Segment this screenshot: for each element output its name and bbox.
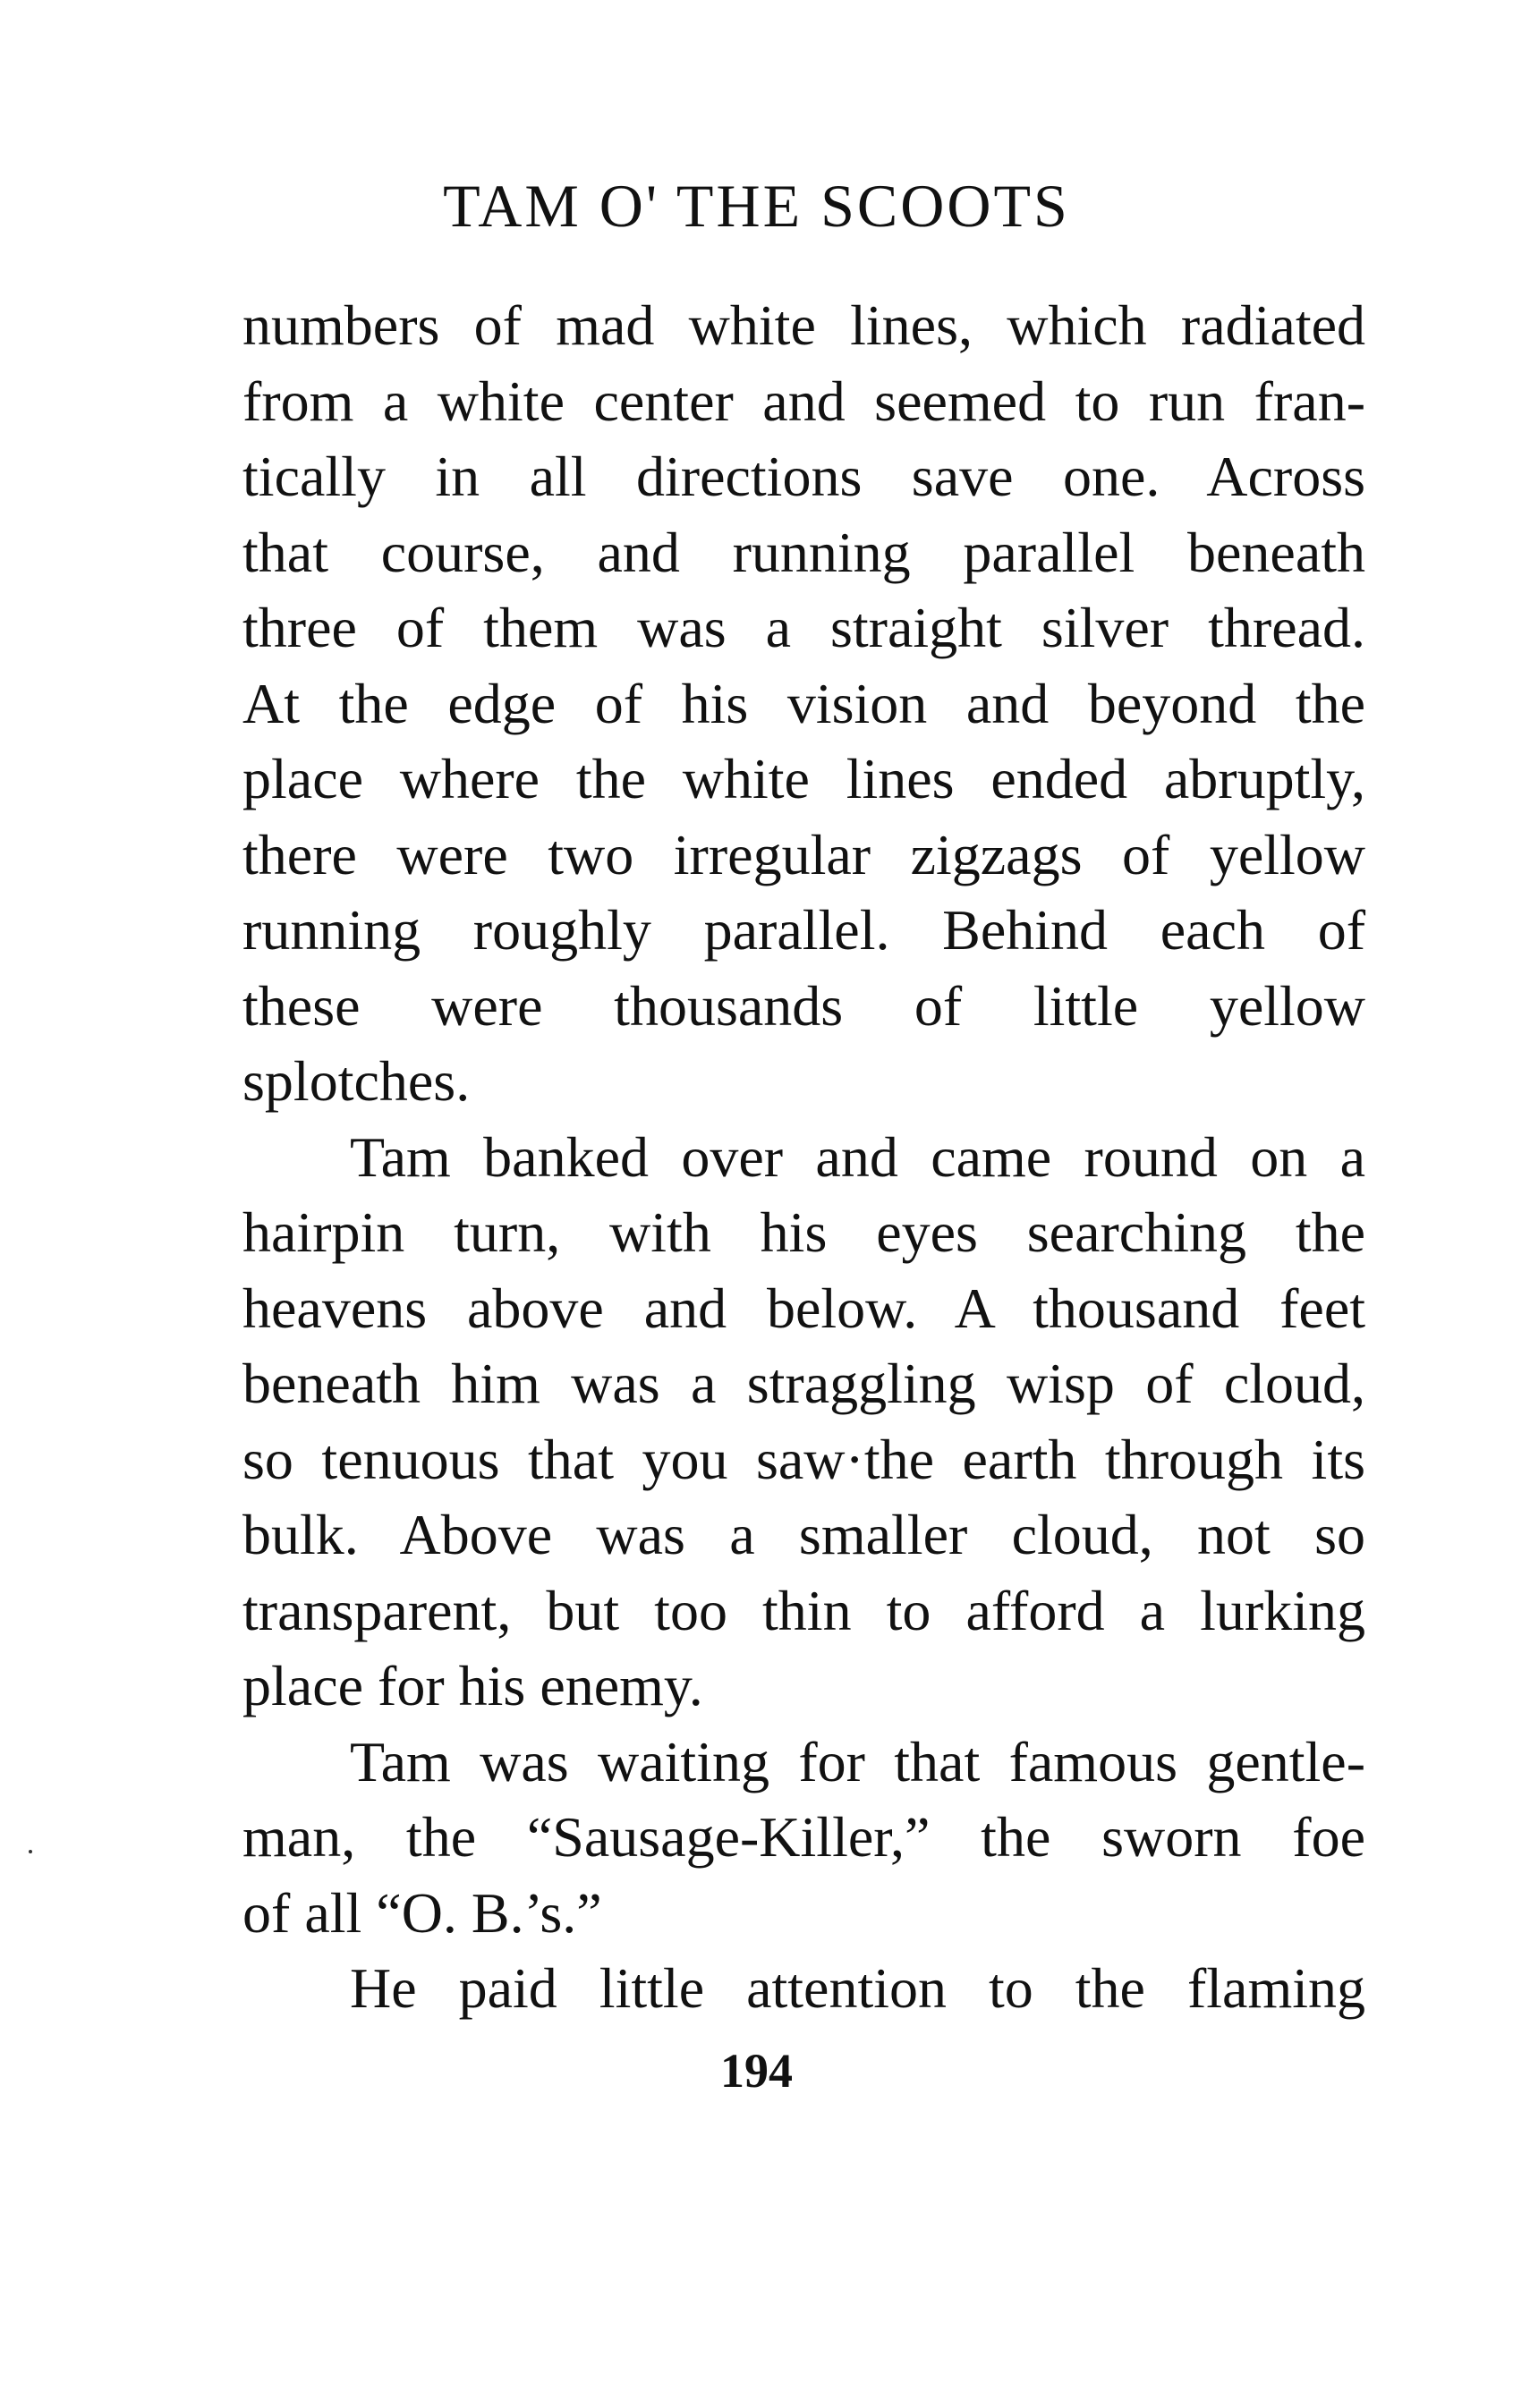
text-line: place for his enemy. <box>242 1654 703 1717</box>
text-line: Tam was waiting for that famous gentle- <box>350 1729 1365 1793</box>
text-line: bulk. Above was a smaller cloud, not so <box>242 1503 1365 1566</box>
scan-speck <box>29 1850 32 1853</box>
paragraph <box>242 1725 1365 1952</box>
paragraph <box>242 288 1365 1120</box>
text-line: there were two irregular zigzags of yellow <box>242 822 1365 886</box>
text-line: Tam banked over and came round on a <box>350 1124 1365 1189</box>
text-line: He paid little attention to the flaming <box>350 1956 1365 2020</box>
text-line: running roughly parallel. Behind each of <box>242 898 1365 962</box>
text-line: hairpin turn, with his eyes searching the <box>242 1200 1365 1264</box>
text-line: three of them was a straight silver thread. <box>242 596 1365 659</box>
text-line: At the edge of his vision and beyond the <box>242 671 1365 735</box>
text-line: transparent, but too thin to afford a lurking <box>242 1578 1365 1642</box>
text-line: so tenuous that you saw·the earth through its <box>242 1427 1365 1491</box>
text-line: numbers of mad white lines, which radiated <box>242 293 1365 357</box>
text-line: heavens above and below. A thousand feet <box>242 1276 1365 1340</box>
text-line: tically in all directions save one. Across <box>242 445 1365 508</box>
paragraph <box>242 1120 1365 1725</box>
text-line: place where the white lines ended abruptly, <box>242 747 1365 810</box>
text-line: man, the “Sausage-Killer,” the sworn foe <box>242 1805 1365 1869</box>
text-line: that course, and running parallel beneath <box>242 520 1365 584</box>
text-line: splotches. <box>242 1049 471 1113</box>
text-line: of all “O. B.’s.” <box>242 1880 602 1945</box>
paragraph <box>242 1951 1365 2027</box>
running-head: TAM O' THE SCOOTS <box>443 172 1070 240</box>
body-text <box>242 288 1365 2027</box>
text-line: beneath him was a straggling wisp of cloud, <box>242 1352 1365 1415</box>
text-line: from a white center and seemed to run fran- <box>242 369 1365 433</box>
page-number: 194 <box>720 2044 793 2098</box>
text-line: these were thousands of little yellow <box>242 973 1365 1038</box>
